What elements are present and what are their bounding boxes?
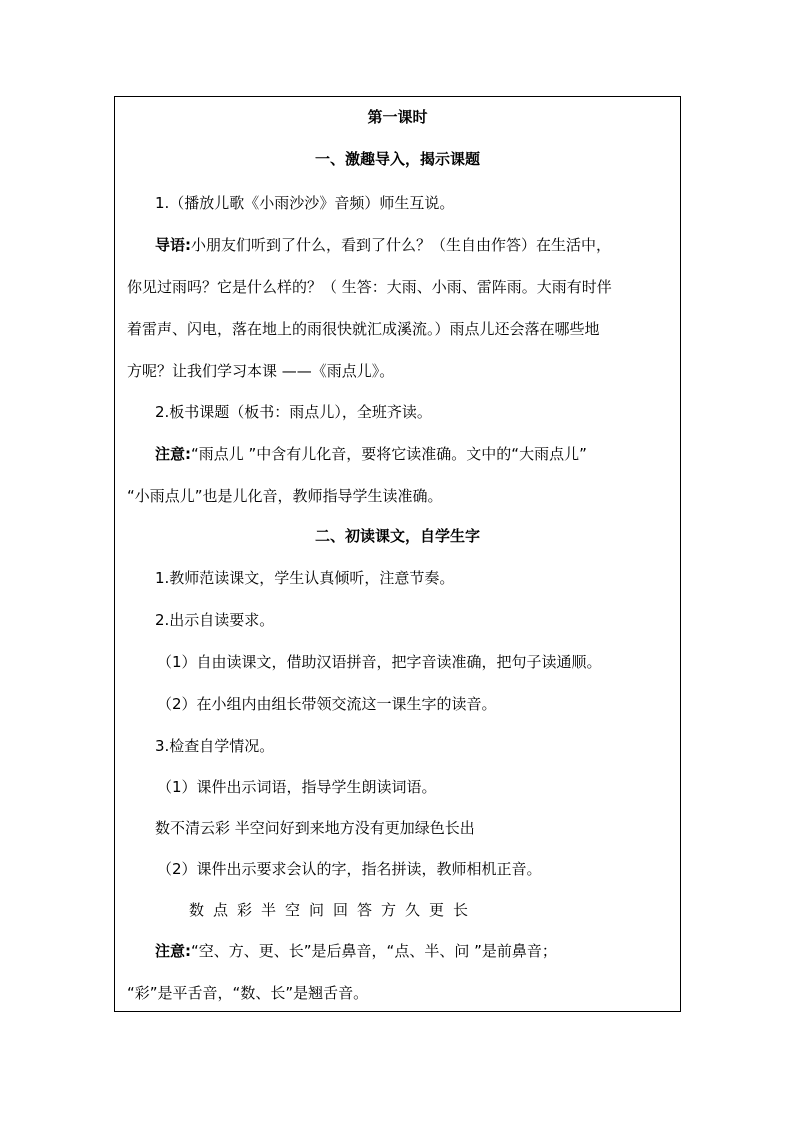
section2-item-3-sub-2: （2）课件出示要求会认的字，指名拼读，教师相机正音。 (157, 860, 542, 878)
section2-item-3-sub-1: （1）课件出示词语，指导学生朗读词语。 (157, 778, 437, 796)
note-paragraph-2-line-1 (115, 939, 680, 963)
guide-paragraph-line-1 (115, 233, 680, 257)
word-list: 数不清云彩 半空问好到来地方没有更加绿色长出 (155, 819, 475, 837)
section-heading-1: 一、激趣导入，揭示课题 (314, 150, 480, 168)
character-list: 数点彩半空问回答方久更长 (189, 901, 478, 919)
guide-label: 导语: (155, 236, 191, 254)
guide-text-1: 小朋友们听到了什么，看到了什么？（生自由作答）在生活中， (191, 236, 612, 254)
guide-paragraph-line-2: 你见过雨吗？它是什么样的？（ 生答：大雨、小雨、雷阵雨。大雨有时伴 (127, 278, 612, 296)
note-label-1: 注意: (155, 445, 191, 463)
note-text-2: “空、方、更、长”是后鼻音，“点、半、问 ”是前鼻音； (191, 942, 557, 960)
guide-paragraph-line-3: 着雷声、闪电，落在地上的雨很快就汇成溪流。）雨点儿还会落在哪些地 (127, 320, 600, 338)
note-paragraph-2-line-2: “彩”是平舌音，“数、长”是翘舌音。 (127, 984, 369, 1002)
note-text-1: “雨点儿 ”中含有儿化音，要将它读准确。文中的“大雨点儿” (191, 445, 587, 463)
section1-item-2: 2.板书课题（板书：雨点儿），全班齐读。 (155, 403, 432, 421)
section2-item-1: 1.教师范读课文，学生认真倾听，注意节奏。 (155, 569, 455, 587)
note-paragraph-1-line-1 (115, 442, 680, 466)
section-heading-2: 二、初读课文，自学生字 (314, 527, 480, 545)
note-paragraph-1-line-2: “小雨点儿”也是儿化音，教师指导学生读准确。 (127, 487, 443, 505)
section1-item-1: 1.（播放儿歌《小雨沙沙》音频）师生互说。 (155, 194, 455, 212)
section2-item-2-sub-1: （1）自由读课文，借助汉语拼音，把字音读准确，把句子读通顺。 (157, 653, 602, 671)
section2-item-2-sub-2: （2）在小组内由组长带领交流这一课生字的读音。 (157, 695, 497, 713)
section2-item-3: 3.检查自学情况。 (155, 737, 275, 755)
lesson-table-cell (114, 96, 681, 1012)
guide-paragraph-line-4: 方呢？让我们学习本课 ——《雨点儿》。 (127, 362, 395, 380)
section2-item-2: 2.出示自读要求。 (155, 611, 275, 629)
note-label-2: 注意: (155, 942, 191, 960)
lesson-title: 第一课时 (367, 108, 428, 126)
